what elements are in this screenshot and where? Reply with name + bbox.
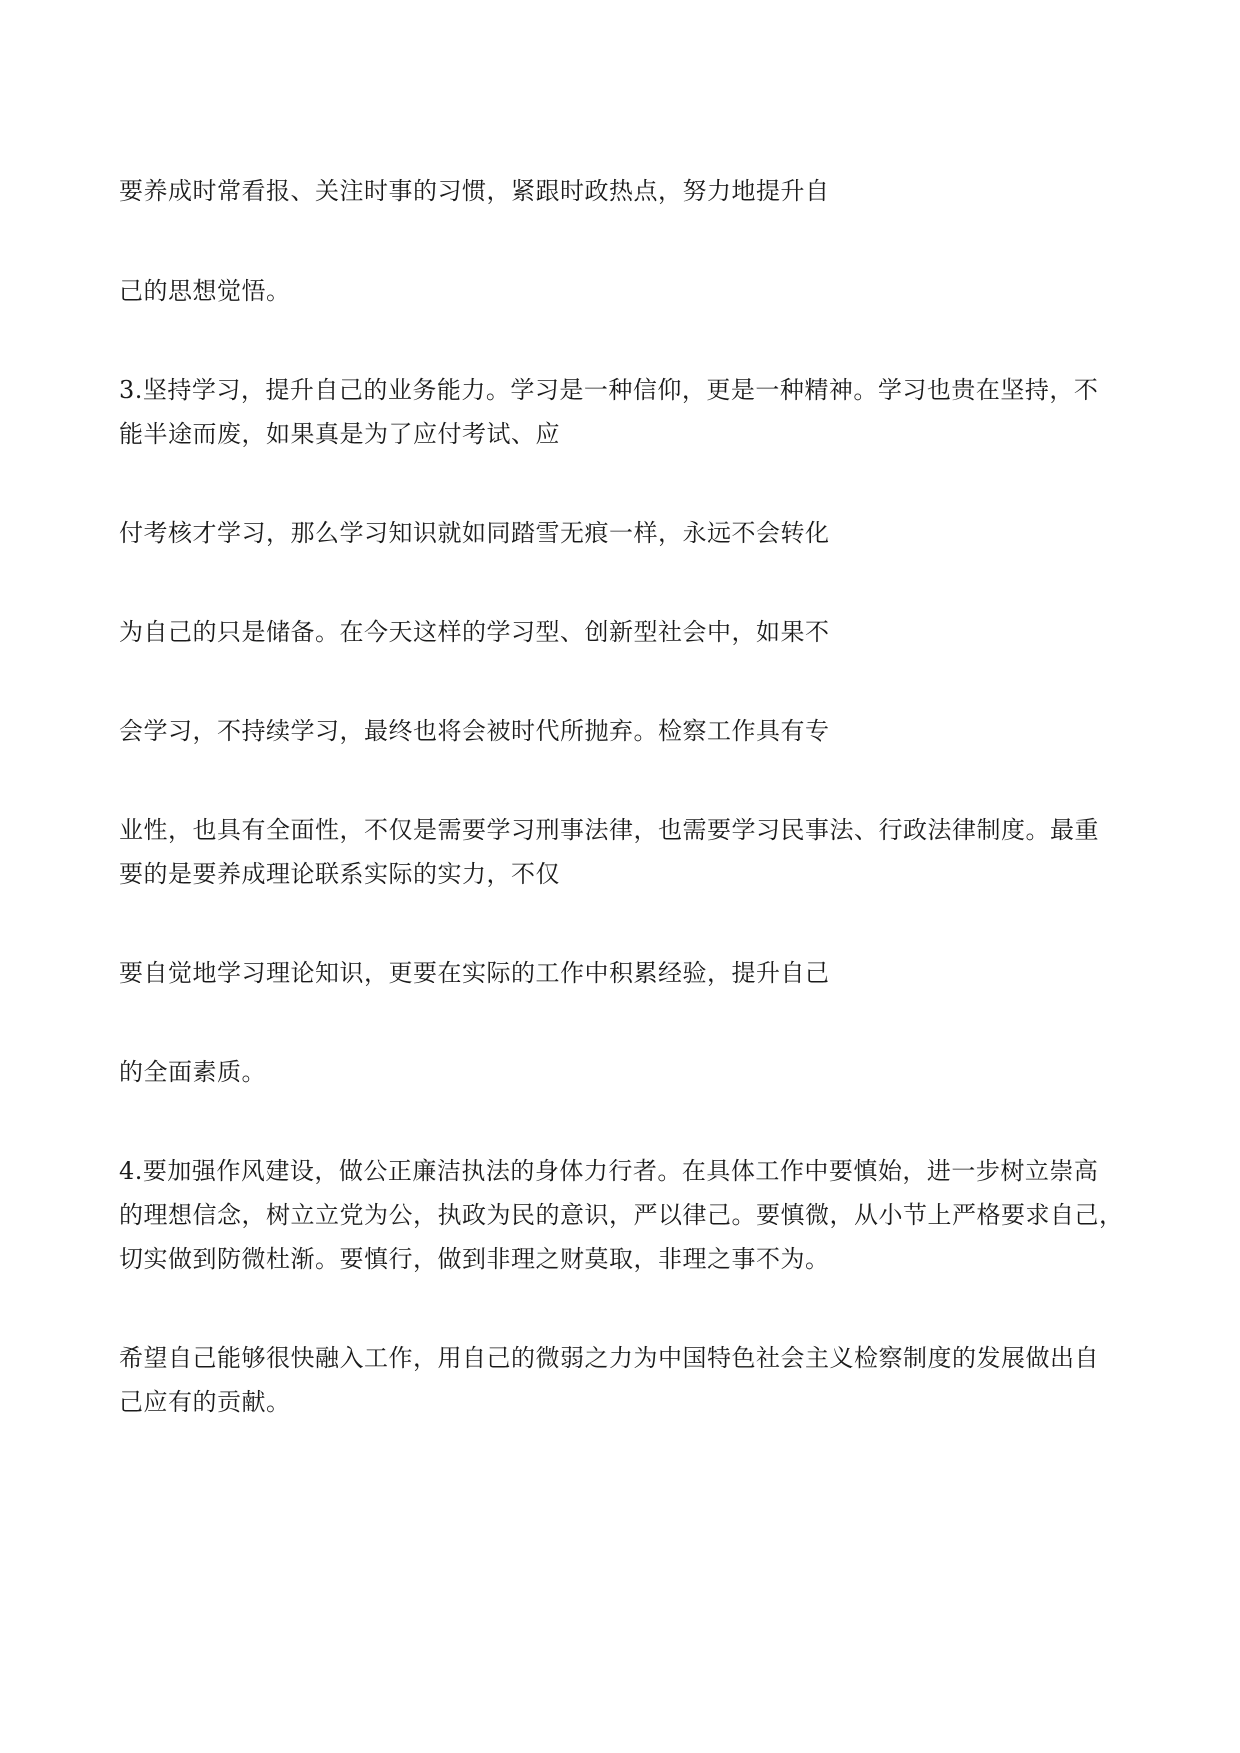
text-line: 的全面素质。 [119,1058,266,1086]
text-line: 希望自己能够很快融入工作，用自己的微弱之力为中国特色社会主义检察制度的发展做出自 [119,1344,1099,1372]
text-line: 的理想信念，树立立党为公，执政为民的意识，严以律己。要慎微，从小节上严格要求自己， [119,1201,1124,1229]
text-line: 为自己的只是储备。在今天这样的学习型、创新型社会中，如果不 [119,618,830,646]
text-line: 付考核才学习，那么学习知识就如同踏雪无痕一样，永远不会转化 [119,519,830,547]
text-line: 4.要加强作风建设，做公正廉洁执法的身体力行者。在具体工作中要慎始，进一步树立崇高 [119,1157,1099,1185]
text-line: 己的思想觉悟。 [119,277,291,305]
text-line: 3.坚持学习，提升自己的业务能力。学习是一种信仰，更是一种精神。学习也贵在坚持，不 [119,376,1099,404]
text-line: 要自觉地学习理论知识，更要在实际的工作中积累经验，提升自己 [119,959,830,987]
text-line: 己应有的贡献。 [119,1388,291,1416]
text-line: 切实做到防微杜渐。要慎行，做到非理之财莫取，非理之事不为。 [119,1245,830,1273]
text-line: 要的是要养成理论联系实际的实力，不仅 [119,860,560,888]
text-line: 会学习，不持续学习，最终也将会被时代所抛弃。检察工作具有专 [119,717,830,745]
text-line: 要养成时常看报、关注时事的习惯，紧跟时政热点，努力地提升自 [119,177,830,205]
text-line: 能半途而废，如果真是为了应付考试、应 [119,420,560,448]
text-line: 业性，也具有全面性，不仅是需要学习刑事法律，也需要学习民事法、行政法律制度。最重 [119,816,1099,844]
